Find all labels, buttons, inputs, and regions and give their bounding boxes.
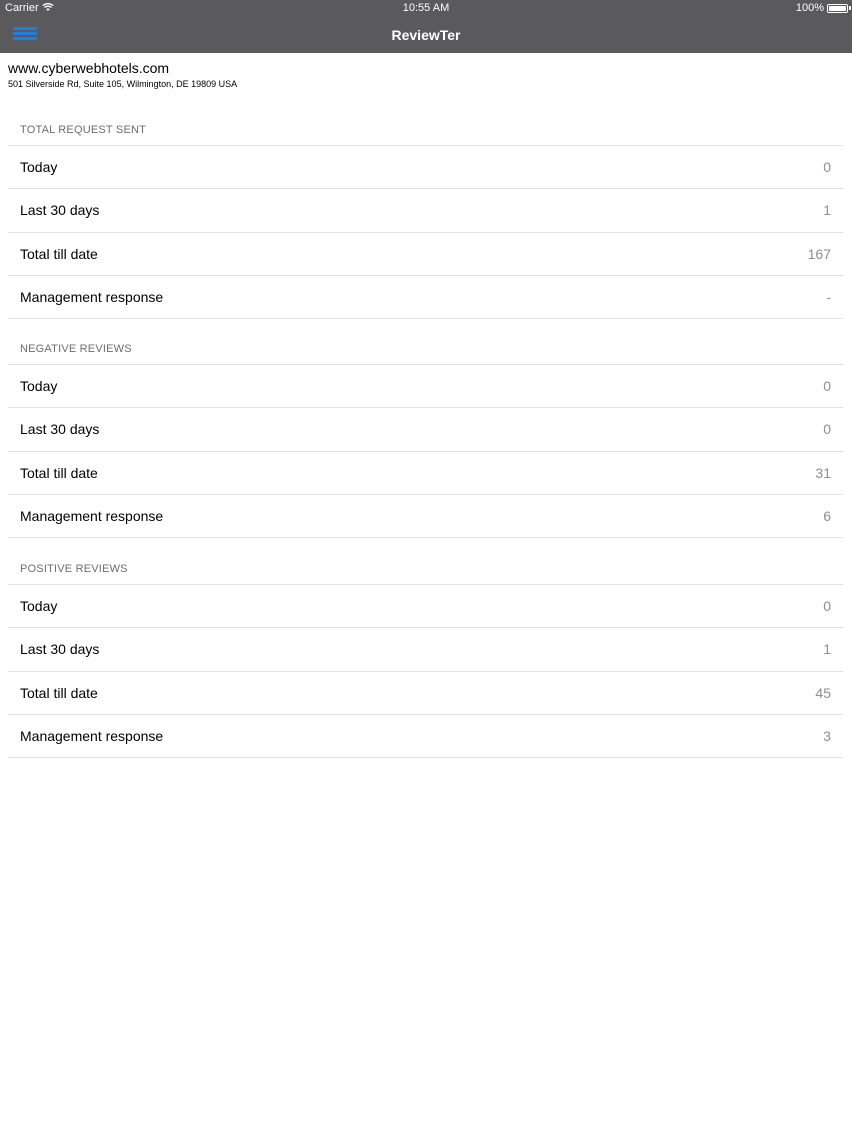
row-label: Management response: [20, 289, 164, 306]
section-header: NEGATIVE REVIEWS: [20, 343, 132, 355]
row-value: 31: [815, 464, 831, 481]
stat-row-total-till-date[interactable]: [8, 452, 843, 495]
stats-list: [8, 364, 843, 538]
row-label: Management response: [20, 508, 164, 525]
row-value: 3: [823, 728, 831, 745]
stats-list: [8, 145, 843, 319]
row-value: 1: [823, 641, 831, 658]
row-label: Last 30 days: [20, 641, 100, 658]
row-value: 0: [823, 421, 831, 438]
row-value: 167: [807, 245, 831, 262]
row-label: Last 30 days: [20, 202, 100, 219]
row-value: 0: [823, 598, 831, 615]
stat-row-management-response[interactable]: [8, 276, 843, 319]
carrier-label: Carrier: [5, 2, 39, 14]
row-value: 45: [815, 684, 831, 701]
row-label: Total till date: [20, 464, 98, 481]
stat-row-last-30-days[interactable]: [8, 628, 843, 671]
stat-row-today[interactable]: [8, 146, 843, 189]
app-title: ReviewTer: [391, 27, 461, 43]
battery-percent: 100%: [795, 2, 824, 14]
stat-row-today[interactable]: [8, 585, 843, 628]
row-value: 0: [823, 378, 831, 395]
section-negative-reviews: [8, 343, 843, 538]
battery-icon: [827, 4, 848, 13]
stats-list: [8, 584, 843, 758]
row-value: 0: [823, 159, 831, 176]
section-header: TOTAL REQUEST SENT: [20, 124, 147, 136]
business-info: [8, 60, 237, 90]
battery-tip: [849, 6, 851, 10]
row-value: -: [826, 289, 831, 306]
row-label: Management response: [20, 728, 164, 745]
row-label: Total till date: [20, 245, 98, 262]
row-label: Total till date: [20, 684, 98, 701]
top-bar: [0, 0, 852, 53]
business-address: 501 Silverside Rd, Suite 105, Wilmington, DE 19809 USA: [8, 79, 238, 89]
navigation-bar: [0, 17, 852, 53]
stat-row-total-till-date[interactable]: [8, 672, 843, 715]
stat-row-last-30-days[interactable]: [8, 189, 843, 232]
business-url: www.cyberwebhotels.com: [8, 60, 170, 76]
row-value: 1: [823, 202, 831, 219]
stat-row-total-till-date[interactable]: [8, 233, 843, 276]
stat-row-management-response[interactable]: [8, 495, 843, 538]
status-bar: [0, 0, 852, 17]
stat-row-management-response[interactable]: [8, 715, 843, 758]
status-time: 10:55 AM: [402, 2, 450, 14]
row-value: 6: [823, 508, 831, 525]
stat-row-last-30-days[interactable]: [8, 408, 843, 451]
stat-row-today[interactable]: [8, 365, 843, 408]
row-label: Last 30 days: [20, 421, 100, 438]
section-header: POSITIVE REVIEWS: [20, 563, 128, 575]
section-total-request-sent: [8, 124, 843, 319]
row-label: Today: [20, 598, 58, 615]
section-positive-reviews: [8, 563, 843, 758]
row-label: Today: [20, 378, 58, 395]
row-label: Today: [20, 159, 58, 176]
